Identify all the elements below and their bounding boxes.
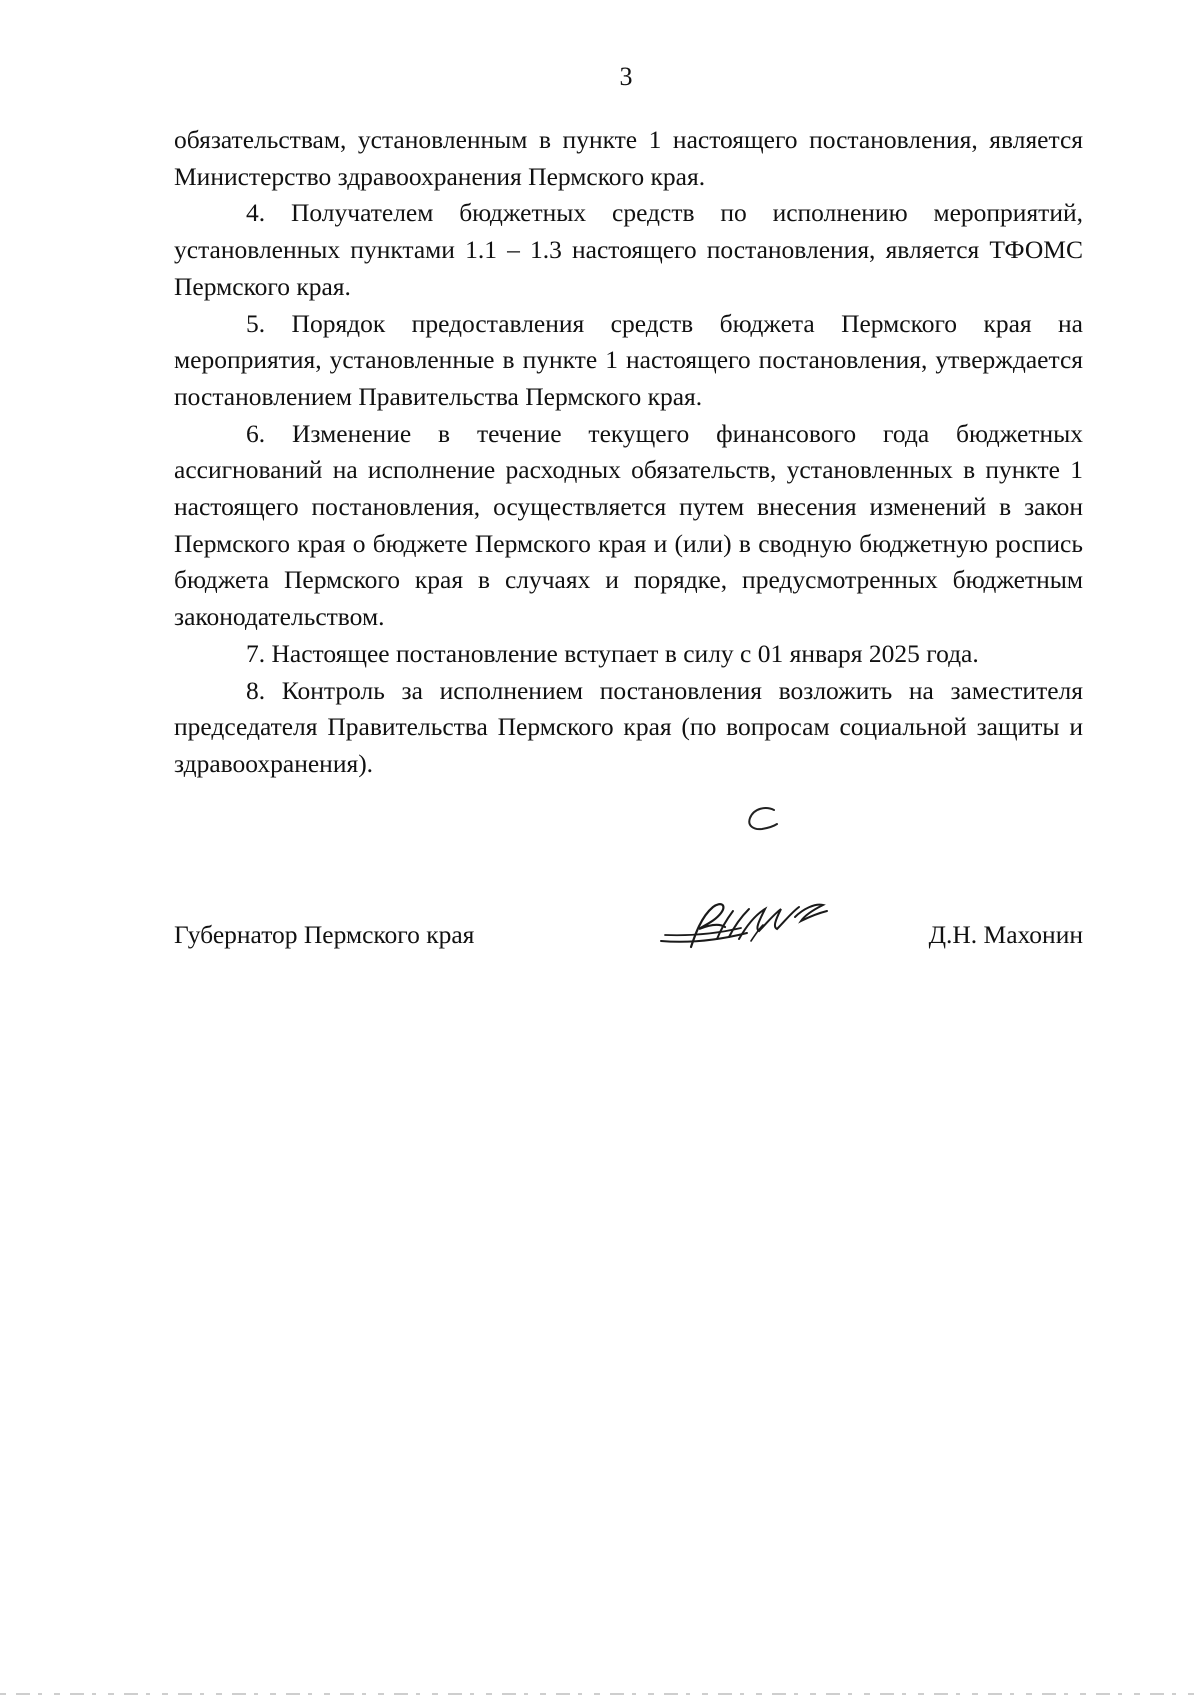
signatory-position: Губернатор Пермского края bbox=[174, 920, 475, 949]
signatory-name: Д.Н. Махонин bbox=[928, 920, 1083, 949]
signature-block bbox=[174, 918, 1083, 958]
scan-artifact bbox=[0, 1691, 1200, 1697]
paragraph-item-6: 6. Изменение в течение текущего финансового года бюджетных ассигнований на исполнение расходных обязательств, установленных в пункте 1 настоящего постановления, осуществляется путем внесения изменений в закон Пермского края о бюджете Пермского края и (или) в сводную бюджетную роспись бюджета Пермского края в случаях и порядке, предусмотренных бюджетным законодательством. bbox=[174, 418, 1083, 632]
paragraph-item-7: 7. Настоящее постановление вступает в силу с 01 января 2025 года. bbox=[246, 638, 979, 668]
paragraph-item-4: 4. Получателем бюджетных средств по исполнению мероприятий, установленных пунктами 1.1 – 1.3 настоящего постановления, является ТФОМС Пермского края. bbox=[174, 198, 1083, 301]
paragraph-item-5: 5. Порядок предоставления средств бюджета Пермского края на мероприятия, установленные в пункте 1 настоящего постановления, утверждается постановлением Правительства Пермского края. bbox=[174, 308, 1083, 411]
page-number: 3 bbox=[619, 62, 633, 91]
handwritten-mark bbox=[744, 804, 782, 834]
paragraph-continuation: обязательствам, установленным в пункте 1 настоящего постановления, является Министерство здравоохранения Пермского края. bbox=[174, 125, 1083, 191]
paragraph-item-8: 8. Контроль за исполнением постановления возложить на заместителя председателя Правительства Пермского края (по вопросам социальной защиты и здравоохранения). bbox=[174, 675, 1083, 778]
document-body bbox=[174, 122, 1083, 783]
handwritten-signature bbox=[655, 895, 835, 957]
